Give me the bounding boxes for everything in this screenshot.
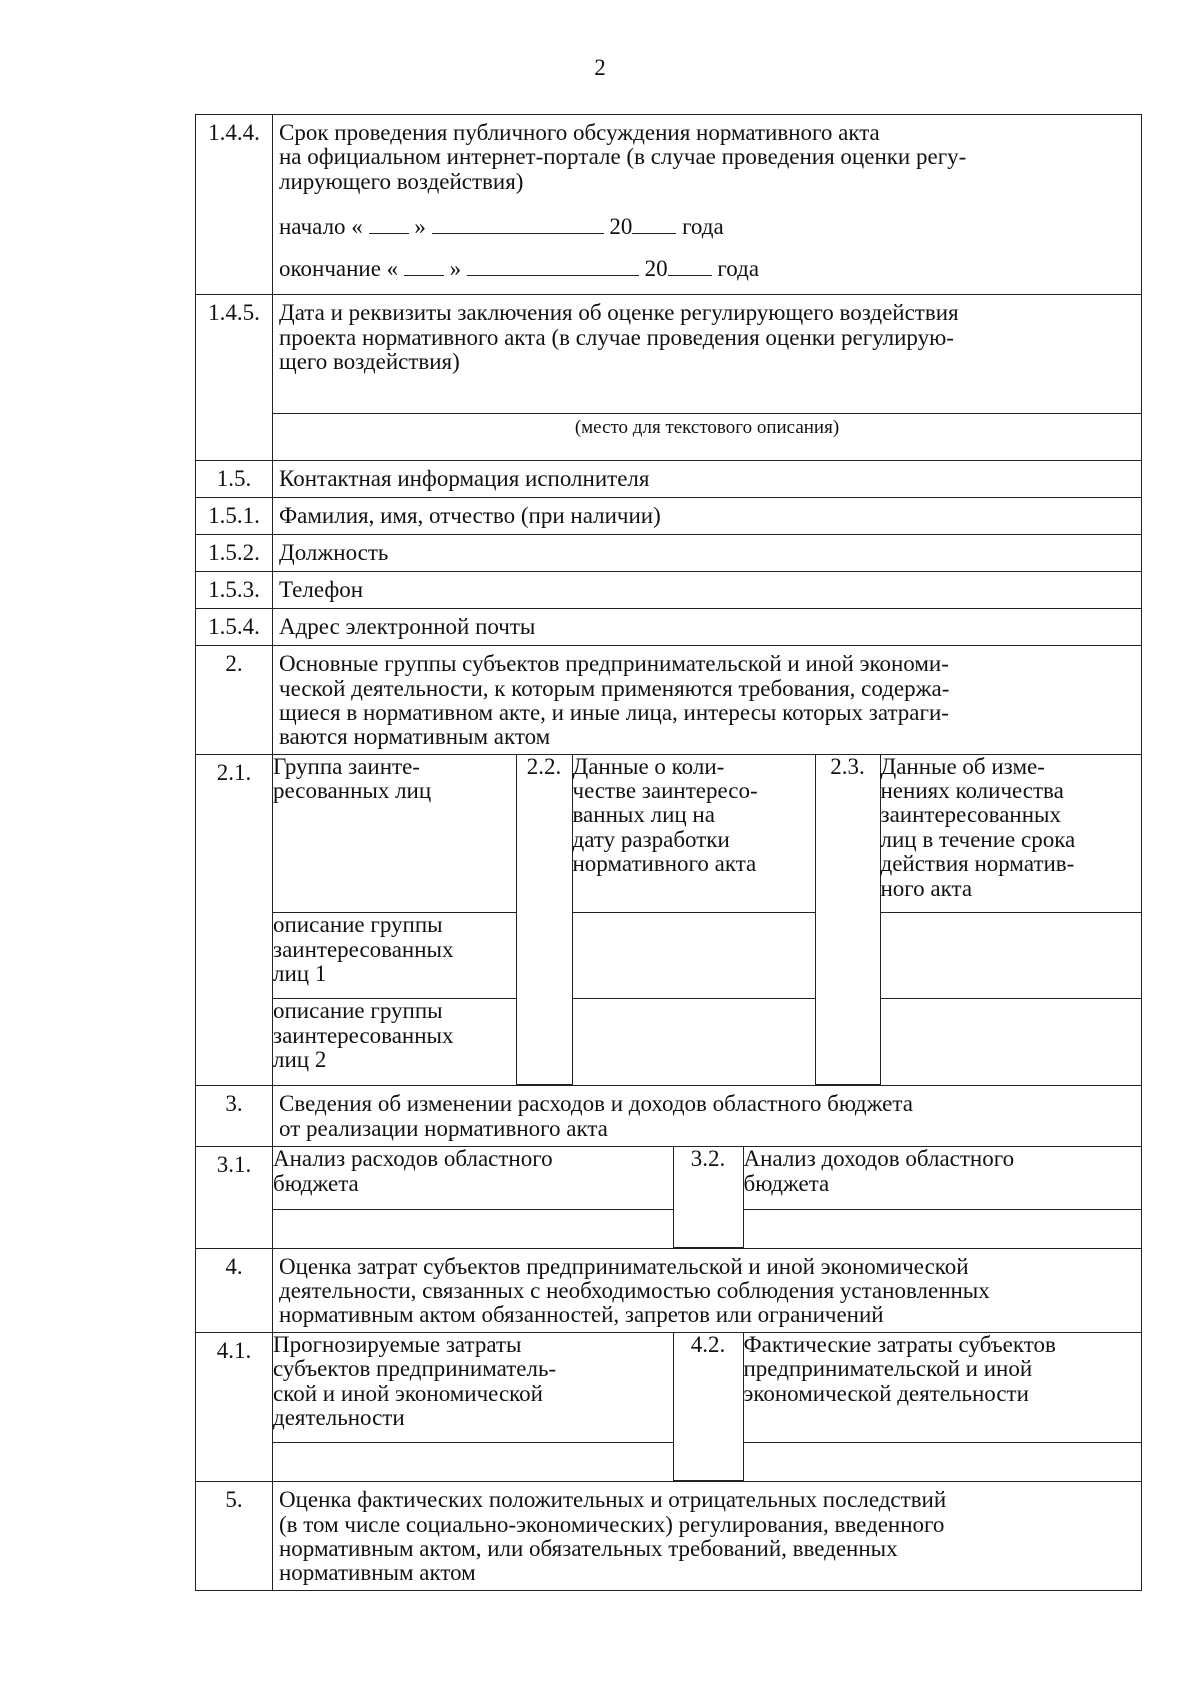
text-line: экономической деятельности — [743, 1380, 1029, 1406]
actual-costs-header — [743, 1333, 1142, 1443]
text-line: нормативным актом — [279, 1560, 476, 1586]
income-analysis-field[interactable] — [743, 1209, 1142, 1247]
row-content — [273, 1086, 1142, 1147]
text-line: Фактические затраты субъектов — [743, 1331, 1056, 1357]
row-number: 4.1. — [196, 1332, 273, 1482]
group-2-count-cell[interactable] — [572, 999, 815, 1085]
regulatory-form-table — [195, 114, 1142, 1591]
group-1-description — [273, 913, 516, 999]
end-day-blank[interactable] — [404, 253, 444, 276]
text-line: дату разработки — [572, 826, 730, 852]
row-1-5-4 — [196, 609, 1142, 646]
text-line: Дата и реквизиты заключения об оценке регулирующего воздействия — [279, 300, 959, 326]
text-line: лирующего воздействия) — [279, 168, 524, 194]
row-2 — [196, 646, 1142, 755]
text-line: (в том числе социально-экономических) регулирования, введенного — [279, 1511, 945, 1537]
page-number: 2 — [594, 55, 606, 80]
row-number: 1.5.1. — [196, 498, 273, 535]
text-line: Данные о коли- — [572, 753, 725, 779]
text-line: действия норматив- — [880, 851, 1075, 877]
text-line: лиц 1 — [273, 960, 327, 986]
text-line: ческой деятельности, к которым применяются требования, содержа- — [279, 675, 950, 701]
row-4-1 — [196, 1332, 1142, 1482]
group-header-cell — [273, 755, 516, 913]
text-line: предпринимательской и иной — [743, 1356, 1033, 1382]
row-number: 1.5.4. — [196, 609, 273, 646]
interested-groups-table — [273, 755, 1142, 1086]
text-line: Данные об изме- — [880, 753, 1045, 779]
text-line: субъектов предприниматель- — [273, 1356, 557, 1382]
row-number-4-2: 4.2. — [673, 1333, 743, 1481]
text-line: проекта нормативного акта (в случае проведения оценки регулирую- — [279, 324, 954, 350]
row-content — [273, 646, 1142, 755]
text-line: лиц в течение срока — [880, 826, 1076, 852]
end-year-blank[interactable] — [668, 253, 712, 276]
forecast-costs-header — [273, 1333, 673, 1443]
row-content — [273, 1332, 1142, 1482]
start-year-blank[interactable] — [632, 211, 676, 234]
row-text: Телефон — [273, 572, 1142, 609]
end-date-line — [279, 248, 1135, 290]
actual-costs-field[interactable] — [743, 1443, 1142, 1481]
text-line: ваются нормативным актом — [279, 724, 551, 750]
end-month-blank[interactable] — [467, 253, 639, 276]
text-line: ного акта — [880, 875, 973, 901]
text-line: Сведения об изменении расходов и доходов областного бюджета — [279, 1091, 913, 1117]
text-line: честве заинтересо- — [572, 778, 758, 803]
row-number-2-3: 2.3. — [815, 755, 880, 1085]
group-2-change-cell[interactable] — [880, 999, 1142, 1085]
row-1-4-4 — [196, 115, 1142, 295]
text-line: на официальном интернет-портале (в случае проведения оценки регу- — [279, 144, 967, 170]
row-number: 1.4.5. — [196, 295, 273, 461]
row-number: 3.1. — [196, 1147, 273, 1249]
row-text: Контактная информация исполнителя — [273, 461, 1142, 498]
text-line: заинтересованных — [273, 1022, 454, 1048]
text-line: лиц 2 — [273, 1046, 327, 1072]
row-1-5 — [196, 461, 1142, 498]
budget-analysis-table — [273, 1147, 1142, 1248]
year-prefix: 20 — [609, 214, 633, 240]
group-1-count-cell[interactable] — [572, 913, 815, 999]
row-number: 1.5.2. — [196, 535, 273, 572]
row-content — [273, 295, 1142, 461]
expenses-analysis-field[interactable] — [273, 1209, 673, 1247]
costs-table — [273, 1333, 1142, 1482]
row-number: 1.5. — [196, 461, 273, 498]
discussion-dates — [279, 206, 1135, 290]
income-analysis-header — [743, 1147, 1142, 1209]
year-suffix: года — [717, 256, 760, 282]
text-line: нормативным актом, или обязательных требований, введенных — [279, 1536, 898, 1561]
row-number: 2. — [196, 646, 273, 755]
text-line: Оценка затрат субъектов предпринимательской и иной экономической — [279, 1253, 969, 1279]
text-line: нормативного акта — [572, 851, 757, 877]
quote-close: » — [414, 214, 426, 240]
change-header-cell — [880, 755, 1142, 913]
row-content — [273, 1482, 1142, 1591]
row-number: 1.4.4. — [196, 115, 273, 295]
row-text: Адрес электронной почты — [273, 609, 1142, 646]
row-text — [273, 295, 1141, 413]
text-line: заинтересованных — [273, 936, 454, 962]
text-line: щиеся в нормативном акте, и иные лица, интересы которых затраги- — [279, 699, 949, 725]
text-line: Анализ доходов областного — [743, 1146, 1015, 1172]
row-number-2-2: 2.2. — [516, 755, 572, 1085]
text-line: Анализ расходов областного — [273, 1146, 553, 1172]
text-line: нормативным актом обязанностей, запретов или ограничений — [279, 1302, 884, 1328]
forecast-costs-field[interactable] — [273, 1443, 673, 1481]
expenses-analysis-header — [273, 1147, 673, 1209]
text-line: ресованных лиц — [273, 778, 432, 803]
row-1-5-3 — [196, 572, 1142, 609]
text-line: бюджета — [743, 1170, 830, 1196]
text-line: Основные группы субъектов предпринимательской и иной экономи- — [279, 651, 949, 677]
text-line: Оценка фактических положительных и отрицательных последствий — [279, 1487, 947, 1513]
row-content — [273, 1248, 1142, 1332]
year-suffix: года — [682, 214, 724, 240]
row-3-1 — [196, 1147, 1142, 1249]
text-line: от реализации нормативного акта — [279, 1115, 608, 1141]
row-content — [273, 115, 1142, 295]
start-month-blank[interactable] — [432, 211, 604, 234]
text-line: заинтересованных — [880, 802, 1061, 828]
text-line: нениях количества — [880, 778, 1064, 803]
row-2-1 — [196, 754, 1142, 1086]
row-content — [273, 1147, 1142, 1249]
text-line: ской и иной экономической — [273, 1380, 543, 1406]
group-2-description — [273, 999, 516, 1085]
count-header-cell — [572, 755, 815, 913]
text-line: деятельности, связанных с необходимостью соблюдения установленных — [279, 1278, 990, 1303]
text-line: бюджета — [273, 1170, 359, 1196]
text-description-caption: (место для текстового описания) — [273, 413, 1141, 441]
row-number: 5. — [196, 1482, 273, 1591]
text-line: Срок проведения публичного обсуждения нормативного акта — [279, 120, 880, 145]
group-1-change-cell[interactable] — [880, 913, 1142, 999]
row-3 — [196, 1086, 1142, 1147]
quote-close: » — [449, 256, 462, 282]
text-line: щего воздействия) — [279, 348, 460, 374]
text-line: Прогнозируемые затраты — [273, 1331, 522, 1357]
row-number: 1.5.3. — [196, 572, 273, 609]
text-line: описание группы — [273, 912, 443, 938]
start-day-blank[interactable] — [369, 211, 409, 234]
row-number: 3. — [196, 1086, 273, 1147]
row-content — [273, 754, 1142, 1086]
text-line: описание группы — [273, 998, 443, 1024]
row-text: Должность — [273, 535, 1142, 572]
end-label: окончание « — [279, 256, 399, 282]
row-4 — [196, 1248, 1142, 1332]
start-date-line — [279, 206, 1135, 248]
row-1-5-1 — [196, 498, 1142, 535]
row-number: 2.1. — [196, 754, 273, 1086]
row-5 — [196, 1482, 1142, 1591]
row-number-3-2: 3.2. — [673, 1147, 743, 1247]
text-line: Группа заинте- — [273, 753, 420, 779]
row-number: 4. — [196, 1248, 273, 1332]
row-1-5-2 — [196, 535, 1142, 572]
year-prefix: 20 — [644, 256, 668, 282]
row-text: Фамилия, имя, отчество (при наличии) — [273, 498, 1142, 535]
text-line: деятельности — [273, 1404, 405, 1430]
start-label: начало « — [279, 214, 363, 240]
text-line: ванных лиц на — [572, 802, 715, 828]
row-1-4-5 — [196, 295, 1142, 461]
